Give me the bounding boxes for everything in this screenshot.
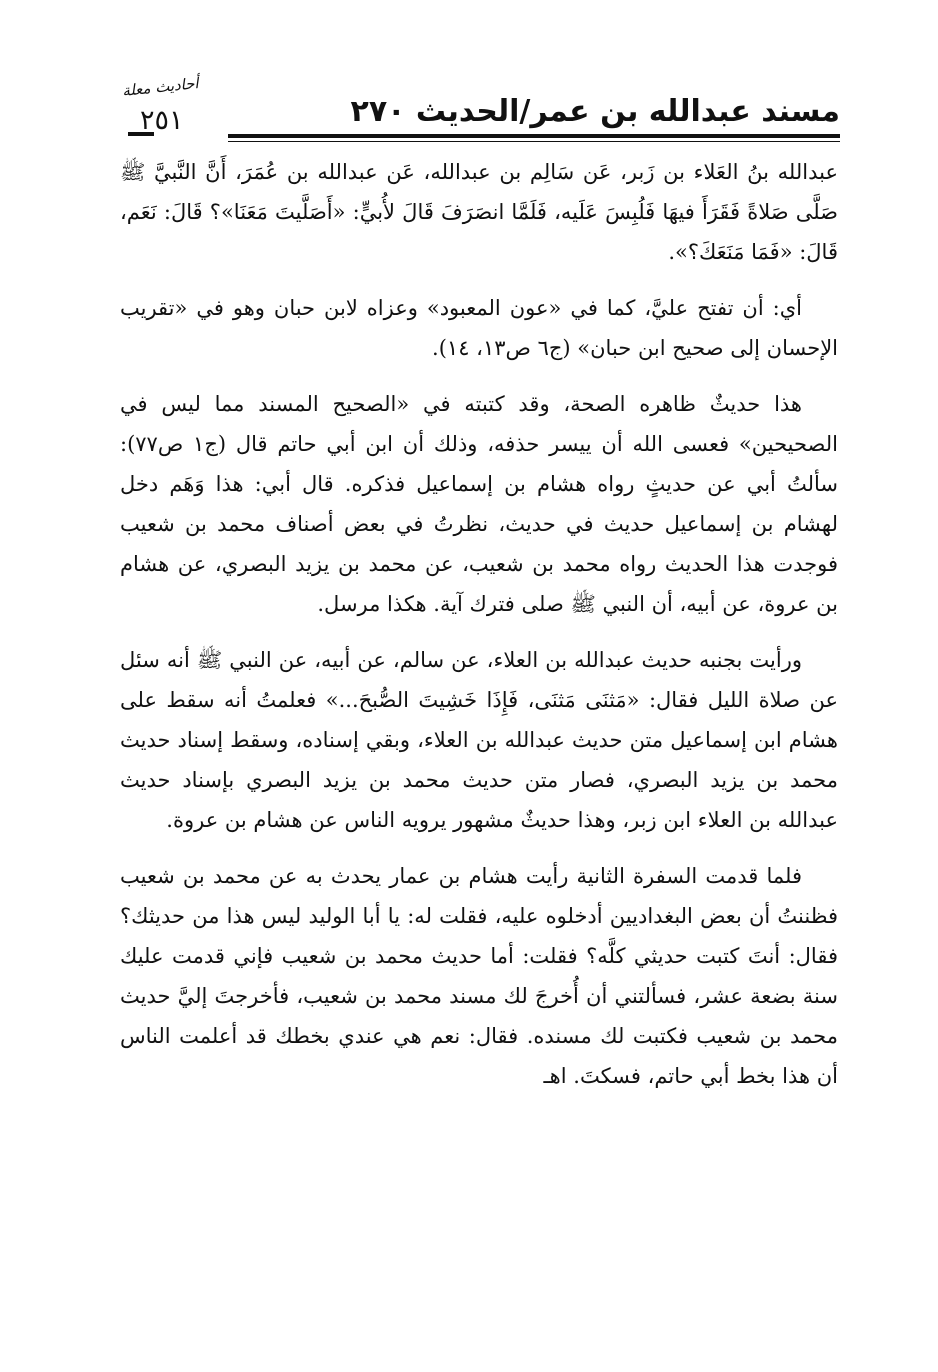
paragraph-commentary: هذا حديثٌ ظاهره الصحة، وقد كتبته في «الصحيح المسند مما ليس في الصحيحين» فعسى الله أن ييسر حذفه، وذلك أن ابن أبي حاتم قال (ج١ ص٧٧): سألتُ أبي عن حديثٍ رواه هشام بن إسماعيل فذكره. قال أبي: هذا وَهَم دخل لهشام بن إسماعيل حديث في حديث، نظرتُ في بعض أصناف محمد بن شعيب فوجدت هذا الحديث رواه محمد بن شعيب، عن محمد بن يزيد البصري، عن هشام بن عروة، عن أبيه، أن النبي ﷺ صلى فترك آية. هكذا مرسل.: [120, 392, 838, 616]
header-rule-thick: [228, 134, 840, 138]
paragraph-explanation: أي: أن تفتح عليَّ، كما في «عون المعبود» وعزاه لابن حبان وهو في «تقريب الإحسان إلى صحيح ابن حبان» (ج٦ ص١٣، ١٤).: [120, 296, 838, 360]
paragraph-hadith-text: عبدالله بنُ العَلاء بن زَبر، عَن سَالِم بن عبدالله، عَن عبدالله بن عُمَرَ، أَنَّ النَّبيَّ ﷺ صَلَّى صَلاةً فَقَرَأَ فيهَا فَلُبِسَ عَلَيه، فَلَمَّا انصَرَفَ قَالَ لأُبيٍّ: «أَصَلَّيتَ مَعَنَا»؟ قَالَ: نَعَم، قَالَ: «فَمَا مَنَعَكَ؟».: [120, 160, 838, 264]
paragraph-commentary-final: فلما قدمت السفرة الثانية رأيت هشام بن عمار يحدث به عن محمد بن شعيب فظننتُ أن بعض البغداديين أدخلوه عليه، فقلت له: يا أبا الوليد ليس هذا من حديثك؟ فقال: أنتَ كتبت حديثي كلَّه؟ فقلت: أما حديث محمد بن شعيب فإني قدمت عليك سنة بضعة عشر، فسألتني أن أُخرجَ لك مسند محمد بن شعيب، فأخرجتَ إليَّ حديث محمد بن شعيب فكتبت لك مسنده. فقال: نعم هي عندي بخطك قد أعلمت الناس أن هذا بخط أبي حاتم، فسكتَ. اهـ: [120, 864, 838, 1088]
body-text: [120, 152, 838, 1112]
handwritten-note: أحاديث معلة: [121, 74, 200, 100]
paragraph-commentary-continued: ورأيت بجنبه حديث عبدالله بن العلاء، عن سالم، عن أبيه، عن النبي ﷺ أنه سئل عن صلاة الليل فقال: «مَثنَى مَثنَى، فَإِذَا خَشِيتَ الصُّبحَ...» فعلمتُ أنه سقط على هشام ابن إسماعيل متن حديث عبدالله بن العلاء، وبقي إسناده، وسقط إسناد حديث محمد بن يزيد البصري، فصار متن حديث محمد بن يزيد البصري بإسناد حديث عبدالله بن العلاء ابن زبر، وهذا حديثٌ مشهور يرويه الناس عن هشام بن عروة.: [120, 648, 838, 832]
header-rule-thin: [228, 141, 840, 142]
page-number: ٢٥١: [140, 105, 184, 136]
running-title: مسند عبدالله بن عمر/الحديث ٢٧٠: [350, 94, 840, 129]
page-header: [121, 74, 840, 150]
page-number-dash: [128, 132, 154, 136]
